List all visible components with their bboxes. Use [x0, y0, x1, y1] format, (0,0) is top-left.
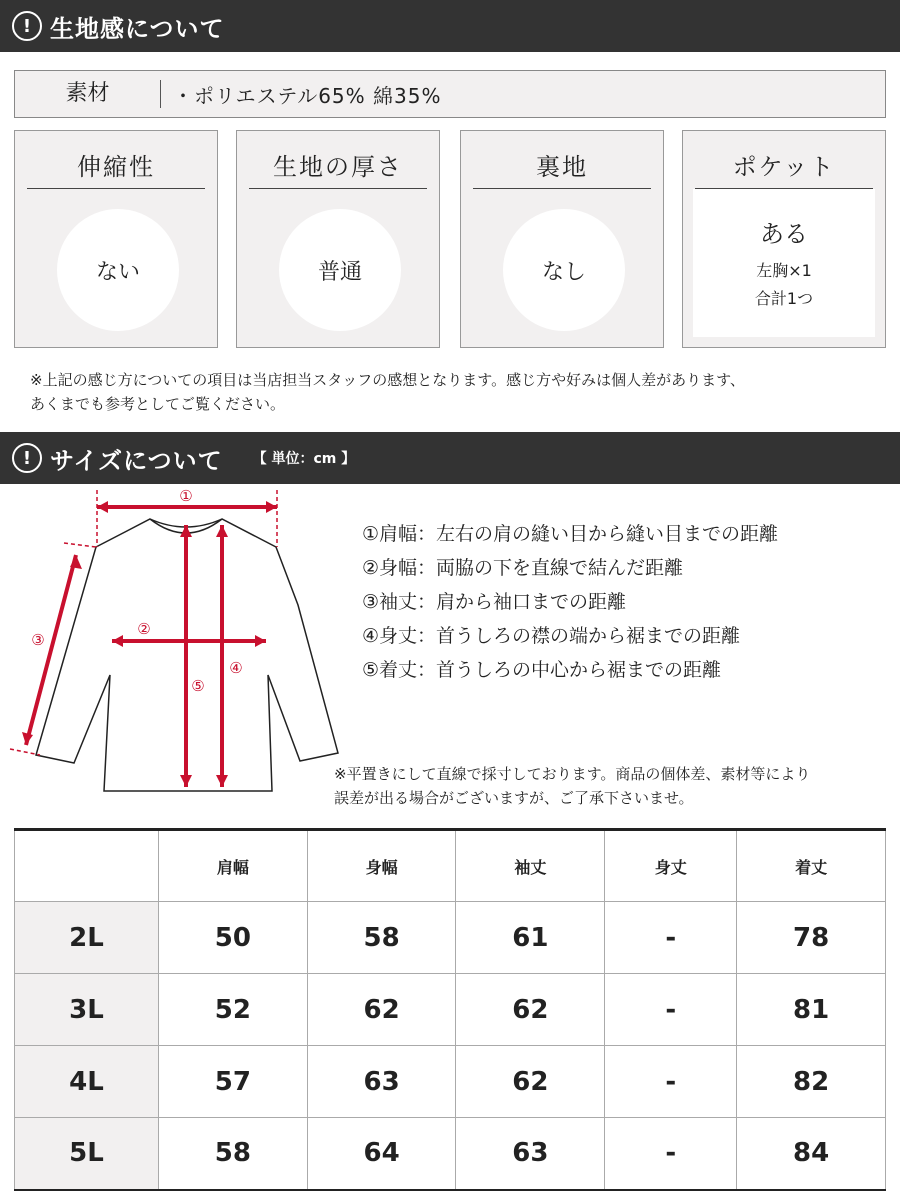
- col-header: 袖丈: [456, 830, 605, 902]
- thickness-value: 普通: [279, 209, 401, 331]
- unit-label: 【 単位：cm 】: [252, 451, 356, 467]
- table-cell: 50: [159, 902, 308, 974]
- table-cell: 63: [307, 1046, 456, 1118]
- fabric-section-header: [0, 0, 900, 52]
- table-cell: -: [605, 1046, 737, 1118]
- measure-body-length: ④身丈：首うしろの襟の端から裾までの距離: [362, 625, 741, 647]
- size-label: 4L: [15, 1046, 159, 1118]
- table-cell: -: [605, 1118, 737, 1190]
- stretch-card: [14, 130, 218, 348]
- table-cell: -: [605, 974, 737, 1046]
- table-cell: 57: [159, 1046, 308, 1118]
- table-row: [15, 902, 886, 974]
- table-cell: 58: [159, 1118, 308, 1190]
- size-note-line-1: ※平置きにして直線で採寸しております。商品の個体差、素材等により: [334, 765, 811, 783]
- thickness-card: [236, 130, 440, 348]
- stretch-value: ない: [57, 209, 179, 331]
- material-label: 素材: [15, 80, 161, 108]
- table-row: [15, 974, 886, 1046]
- measure-body-width: ②身幅：両脇の下を直線で結んだ距離: [362, 557, 684, 579]
- col-header: 着丈: [737, 830, 886, 902]
- col-header: 身幅: [307, 830, 456, 902]
- table-cell: 82: [737, 1046, 886, 1118]
- table-cell: 64: [307, 1118, 456, 1190]
- size-section-header: [0, 432, 900, 484]
- table-row: [15, 1118, 886, 1190]
- marker-1: ①: [179, 487, 193, 505]
- thickness-title: 生地の厚さ: [249, 147, 427, 189]
- fabric-section-title: 生地感について: [50, 14, 225, 43]
- lining-card: [460, 130, 664, 348]
- table-cell: 62: [456, 1046, 605, 1118]
- pocket-detail-1: 左胸×1: [756, 260, 812, 280]
- stretch-title: 伸縮性: [27, 147, 205, 189]
- table-cell: 62: [307, 974, 456, 1046]
- size-table: [14, 828, 886, 1191]
- table-header-row: [15, 830, 886, 902]
- measurement-definitions: [362, 517, 778, 687]
- table-cell: 61: [456, 902, 605, 974]
- lining-title: 裏地: [473, 147, 651, 189]
- table-row: [15, 1046, 886, 1118]
- col-header: 肩幅: [159, 830, 308, 902]
- table-cell: 52: [159, 974, 308, 1046]
- pocket-detail-2: 合計1つ: [754, 288, 814, 308]
- garment-diagram: [0, 485, 350, 805]
- exclamation-icon: !: [12, 443, 42, 473]
- pocket-value: ある: [760, 219, 808, 248]
- table-corner: [15, 830, 159, 902]
- size-note-line-2: 誤差が出る場合がございますが、ご了承下さいませ。: [334, 789, 694, 807]
- measure-total-length: ⑤着丈：首うしろの中心から裾までの距離: [362, 659, 722, 681]
- lining-value: なし: [503, 209, 625, 331]
- marker-4: ④: [229, 659, 243, 677]
- size-label: 3L: [15, 974, 159, 1046]
- table-cell: -: [605, 902, 737, 974]
- table-cell: 62: [456, 974, 605, 1046]
- col-header: 身丈: [605, 830, 737, 902]
- table-cell: 58: [307, 902, 456, 974]
- marker-5: ⑤: [191, 677, 205, 695]
- pocket-card: [682, 130, 886, 348]
- fabric-note: [30, 368, 745, 416]
- fabric-note-line-2: あくまでも参考としてご覧ください。: [30, 395, 286, 413]
- table-cell: 81: [737, 974, 886, 1046]
- size-label: 2L: [15, 902, 159, 974]
- table-cell: 63: [456, 1118, 605, 1190]
- exclamation-icon: !: [12, 11, 42, 41]
- material-value: ・ポリエステル65% 綿35%: [173, 83, 442, 108]
- table-cell: 84: [737, 1118, 886, 1190]
- fabric-note-line-1: ※上記の感じ方についての項目は当店担当スタッフの感想となります。感じ方や好みは個人差があります、: [30, 371, 745, 389]
- marker-2: ②: [137, 620, 151, 638]
- measure-sleeve: ③袖丈：肩から袖口までの距離: [362, 591, 627, 613]
- size-label: 5L: [15, 1118, 159, 1190]
- material-row: [14, 70, 886, 118]
- measure-shoulder: ①肩幅：左右の肩の縫い目から縫い目までの距離: [362, 523, 779, 545]
- pocket-title: ポケット: [695, 147, 873, 189]
- pocket-info: [693, 189, 875, 337]
- table-cell: 78: [737, 902, 886, 974]
- marker-3: ③: [31, 631, 45, 649]
- size-section-title: サイズについて: [50, 446, 223, 475]
- size-note: [334, 762, 810, 810]
